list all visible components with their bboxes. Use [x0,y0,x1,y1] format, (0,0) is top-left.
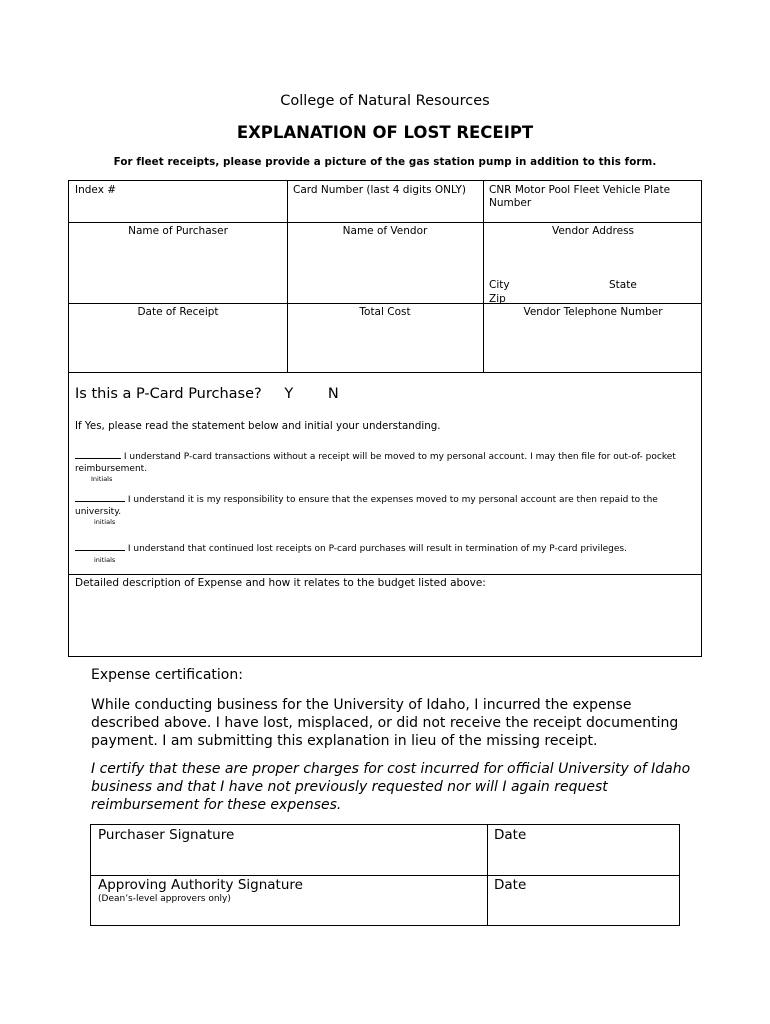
receipt-date-field[interactable]: Date of Receipt [137,306,219,318]
statement-text: I understand that continued lost receipts on P-card purchases will result in termination of my P-card privileges. [127,544,627,554]
statement-text: I understand P-card transactions without a receipt will be moved to my personal account. I may then file for out-of- pocket reimbursement. [75,452,676,474]
city-label: City [489,279,510,291]
expense-description-field[interactable]: Detailed description of Expense and how it relates to the budget listed above: [75,577,486,589]
pcard-statement-2 [75,494,691,518]
pcard-question [75,386,339,402]
pcard-no-option[interactable]: N [327,386,339,402]
form-title: EXPLANATION OF LOST RECEIPT [236,123,534,142]
purchaser-signature-field[interactable]: Purchaser Signature [98,827,235,843]
signature-table [90,824,680,926]
pcard-question-label: Is this a P-Card Purchase? [75,386,262,402]
statement-text: I understand it is my responsibility to ensure that the expenses moved to my personal account are then repaid to the university. [75,495,658,517]
college-name: College of Natural Resources [280,93,490,109]
receipt-info-grid [68,180,702,657]
purchaser-name-field[interactable]: Name of Purchaser [128,225,228,237]
state-label: State [609,279,637,291]
table-line [487,825,488,925]
table-line [91,875,679,876]
initials-label: Initials [91,475,113,483]
initials-label: initials [94,518,116,526]
certification-heading: Expense certification: [91,667,243,683]
pcard-instruction: If Yes, please read the statement below and initial your understanding. [75,420,441,432]
initials-line[interactable] [75,451,121,459]
initials-label: initials [94,556,116,564]
pcard-statement-3 [75,543,691,555]
approver-signature-field[interactable]: Approving Authority Signature [98,877,303,893]
pcard-statement-1 [75,451,691,475]
grid-line [69,222,701,223]
fleet-note: For fleet receipts, please provide a picture of the gas station pump in addition to this form. [113,156,657,168]
grid-line [483,181,484,372]
grid-line [69,303,701,304]
vendor-name-field[interactable]: Name of Vendor [342,225,428,237]
vendor-phone-field[interactable]: Vendor Telephone Number [523,306,663,318]
grid-line [69,372,701,373]
initials-line[interactable] [75,494,125,502]
initials-line[interactable] [75,543,125,551]
plate-number-field[interactable]: CNR Motor Pool Fleet Vehicle Plate Number [489,184,671,209]
index-field[interactable]: Index # [75,184,117,196]
total-cost-field[interactable]: Total Cost [359,306,411,318]
certification-paragraph: While conducting business for the University of Idaho, I incurred the expense described above. I have lost, misplaced, or did not receive the receipt documenting payment. I am submitting this explanation in lieu of the missing receipt. [91,697,679,749]
certification-statement: I certify that these are proper charges for cost incurred for official University of Idaho business and that I have not previously requested nor will I again request reimbursement for these expenses. [91,761,691,813]
approver-note: (Dean’s-level approvers only) [98,894,231,904]
zip-label: Zip [489,293,506,305]
approver-date-field[interactable]: Date [494,877,527,893]
grid-line [287,181,288,372]
purchaser-date-field[interactable]: Date [494,827,527,843]
grid-line [69,574,701,575]
vendor-address-field[interactable]: Vendor Address [551,225,635,237]
pcard-yes-option[interactable]: Y [284,386,294,402]
card-number-field[interactable]: Card Number (last 4 digits ONLY) [293,184,466,196]
